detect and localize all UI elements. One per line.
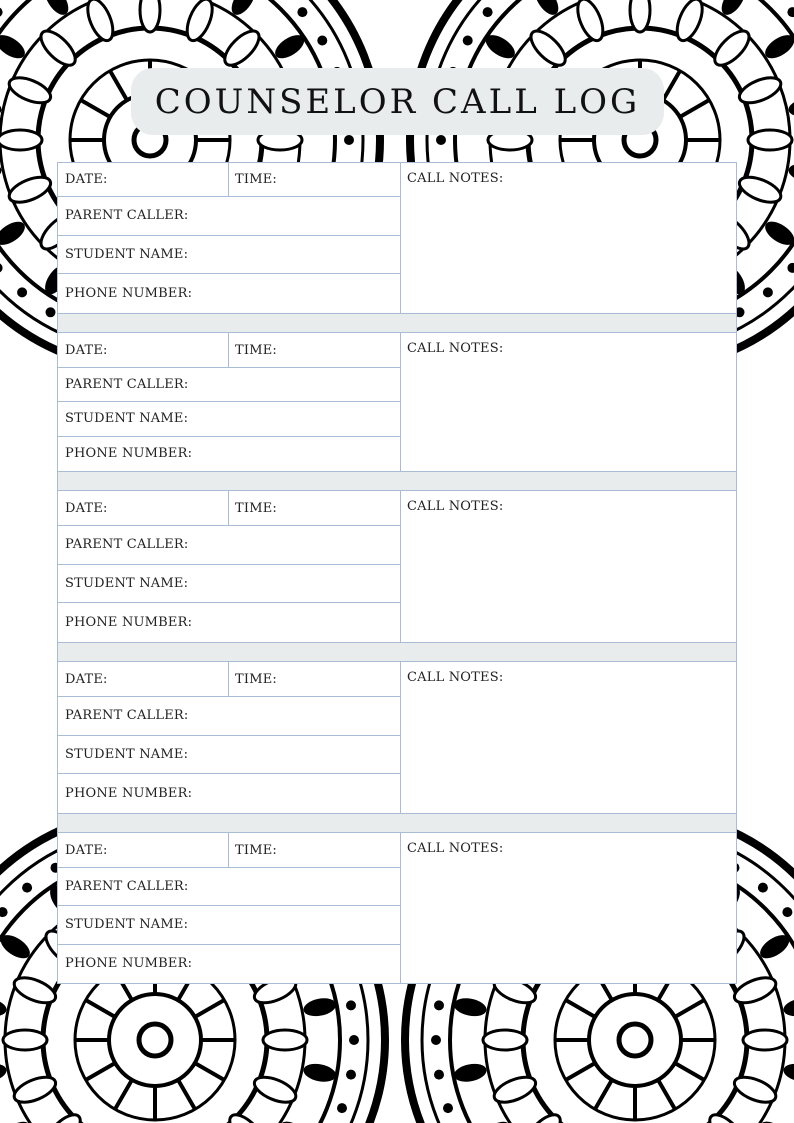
call-notes-label: CALL NOTES: <box>407 171 504 186</box>
date-time-row <box>58 833 400 868</box>
time-label: TIME: <box>235 500 277 516</box>
call-entry <box>57 162 737 314</box>
date-time-row <box>58 662 400 697</box>
entry-fields <box>58 833 400 983</box>
call-notes-label: CALL NOTES: <box>407 670 504 685</box>
student-name-label: STUDENT NAME: <box>65 746 189 762</box>
call-notes-label: CALL NOTES: <box>407 499 504 514</box>
student-name-field[interactable] <box>58 236 400 275</box>
call-notes-label: CALL NOTES: <box>407 841 504 856</box>
date-label: DATE: <box>65 500 108 516</box>
student-name-field[interactable] <box>58 906 400 944</box>
phone-number-field[interactable] <box>58 774 400 813</box>
page-title: COUNSELOR CALL LOG <box>154 81 641 122</box>
student-name-label: STUDENT NAME: <box>65 917 189 933</box>
parent-caller-field[interactable] <box>58 368 400 402</box>
entry-fields <box>58 163 400 313</box>
phone-number-label: PHONE NUMBER: <box>65 446 193 462</box>
student-name-label: STUDENT NAME: <box>65 411 189 427</box>
phone-number-field[interactable] <box>58 274 400 313</box>
time-field[interactable] <box>228 163 400 196</box>
date-label: DATE: <box>65 172 108 187</box>
date-field[interactable] <box>58 662 228 696</box>
time-label: TIME: <box>235 172 277 187</box>
parent-caller-field[interactable] <box>58 868 400 906</box>
time-label: TIME: <box>235 671 277 687</box>
entry-fields <box>58 662 400 813</box>
phone-number-label: PHONE NUMBER: <box>65 786 193 802</box>
parent-caller-field[interactable] <box>58 697 400 736</box>
student-name-label: STUDENT NAME: <box>65 246 189 262</box>
parent-caller-field[interactable] <box>58 526 400 565</box>
date-label: DATE: <box>65 671 108 687</box>
date-time-row <box>58 163 400 197</box>
time-field[interactable] <box>228 662 400 696</box>
time-field[interactable] <box>228 491 400 525</box>
student-name-field[interactable] <box>58 565 400 604</box>
entry-separator <box>57 643 737 661</box>
entry-separator <box>57 472 737 490</box>
entry-separator <box>57 814 737 832</box>
date-field[interactable] <box>58 491 228 525</box>
parent-caller-label: PARENT CALLER: <box>65 377 189 393</box>
parent-caller-label: PARENT CALLER: <box>65 708 189 724</box>
time-label: TIME: <box>235 342 277 358</box>
call-notes-field[interactable] <box>400 163 736 313</box>
call-notes-label: CALL NOTES: <box>407 341 504 356</box>
phone-number-label: PHONE NUMBER: <box>65 286 193 302</box>
parent-caller-label: PARENT CALLER: <box>65 537 189 553</box>
call-notes-field[interactable] <box>400 833 736 983</box>
time-field[interactable] <box>228 333 400 367</box>
parent-caller-label: PARENT CALLER: <box>65 208 189 224</box>
date-field[interactable] <box>58 833 228 867</box>
date-label: DATE: <box>65 842 108 858</box>
phone-number-field[interactable] <box>58 437 400 471</box>
phone-number-label: PHONE NUMBER: <box>65 615 193 631</box>
call-entry <box>57 832 737 984</box>
student-name-field[interactable] <box>58 402 400 436</box>
call-notes-field[interactable] <box>400 491 736 642</box>
call-log-table <box>57 162 737 984</box>
time-field[interactable] <box>228 833 400 867</box>
call-notes-field[interactable] <box>400 333 736 471</box>
date-field[interactable] <box>58 163 228 196</box>
title-banner <box>131 68 664 135</box>
entry-fields <box>58 491 400 642</box>
date-label: DATE: <box>65 342 108 358</box>
student-name-label: STUDENT NAME: <box>65 575 189 591</box>
time-label: TIME: <box>235 842 277 858</box>
call-entry <box>57 332 737 472</box>
entry-fields <box>58 333 400 471</box>
call-entry <box>57 661 737 814</box>
phone-number-field[interactable] <box>58 603 400 642</box>
parent-caller-label: PARENT CALLER: <box>65 879 189 895</box>
student-name-field[interactable] <box>58 736 400 775</box>
call-notes-field[interactable] <box>400 662 736 813</box>
call-entry <box>57 490 737 643</box>
date-time-row <box>58 491 400 526</box>
entry-separator <box>57 314 737 332</box>
date-time-row <box>58 333 400 368</box>
parent-caller-field[interactable] <box>58 197 400 236</box>
phone-number-label: PHONE NUMBER: <box>65 956 193 972</box>
date-field[interactable] <box>58 333 228 367</box>
phone-number-field[interactable] <box>58 945 400 983</box>
